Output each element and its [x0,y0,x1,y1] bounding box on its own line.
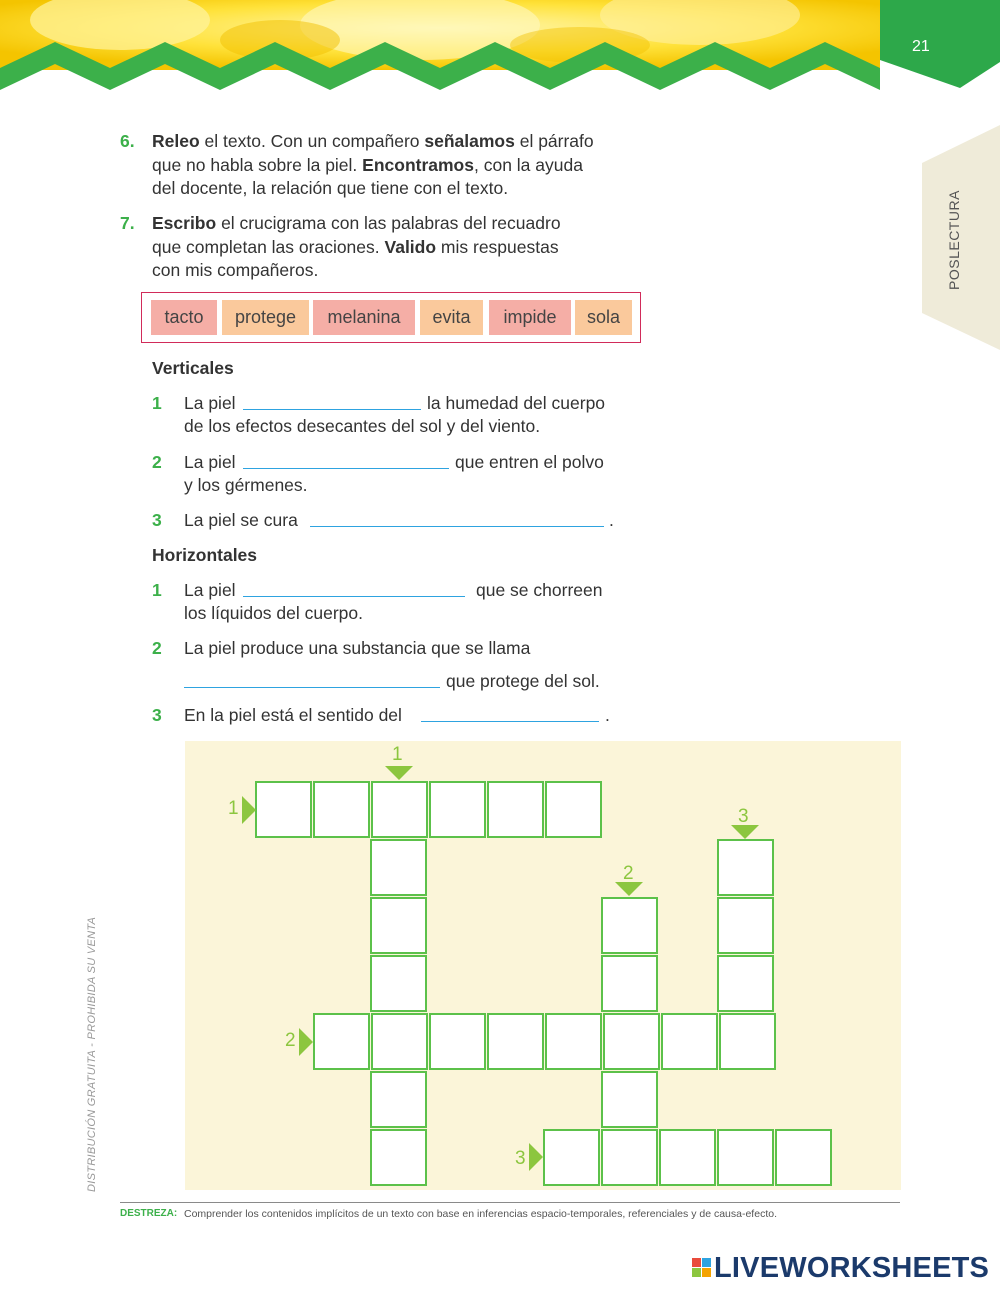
horizontales-heading: Horizontales [152,545,258,565]
clue-text: La piel [184,452,236,472]
instruction-text [152,212,652,283]
brand-name: LIVEWORKSHEETS [714,1252,990,1284]
clue-text: . [605,705,610,725]
clue-number: 1 [152,580,162,600]
arrow-right-icon [242,796,256,824]
answer-blank-v1[interactable] [243,409,421,410]
instruction-line [152,259,652,283]
answer-blank-h1[interactable] [243,596,465,597]
clue-text: La piel [184,393,236,413]
answer-blank-h2[interactable] [184,687,440,688]
clue-text: la humedad del cuerpo [427,393,606,413]
crossword-cell-v1[interactable] [370,1071,427,1128]
clue-text: que protege del sol. [446,671,600,691]
word-protege: protege [222,300,309,335]
instruction-line [152,130,652,154]
instruction-line [152,177,652,201]
clue-number: 1 [152,393,162,413]
crossword-cell-h3[interactable] [775,1129,832,1186]
answer-blank-v3[interactable] [310,526,604,527]
crossword-cell-h3[interactable] [717,1129,774,1186]
crossword-label-v2: 2 [623,863,634,884]
crossword-cell-h1[interactable] [545,781,602,838]
clue-text: de los efectos desecantes del sol y del viento. [184,416,541,436]
verticales-heading: Verticales [152,358,234,378]
instruction-keyword: Releo [152,131,200,151]
crossword-cell-h1[interactable] [313,781,370,838]
header-banner [0,0,1000,100]
word-bank [141,292,641,343]
destreza-label: DESTREZA: [120,1208,178,1219]
word-impide: impide [489,300,571,335]
instruction-fragment: el texto. Con un compañero [199,131,425,151]
instruction-text [152,130,652,201]
instruction-fragment: el párrafo [514,131,594,151]
arrow-down-icon [731,825,759,839]
arrow-right-icon [529,1143,543,1171]
crossword-cell-h1[interactable] [255,781,312,838]
crossword-cell-h3[interactable] [543,1129,600,1186]
crossword-cell-v1[interactable] [370,839,427,896]
instruction-line [152,236,652,260]
clue-number: 2 [152,452,162,472]
logo-square-icon [692,1268,701,1277]
footer-divider [120,1202,900,1203]
crossword-cell-v3[interactable] [717,897,774,954]
crossword-cell-v2[interactable] [601,897,658,954]
instruction-fragment: que no habla sobre la piel. [152,154,363,175]
crossword-label-v3: 3 [738,806,749,827]
clue-number: 2 [152,638,162,658]
instruction-fragment: , con la ayuda [473,154,583,175]
logo-square-icon [692,1258,701,1267]
instruction-keyword: Escribo [152,213,217,233]
crossword-cell-h2[interactable] [719,1013,776,1070]
crossword-cell-h2[interactable] [313,1013,370,1070]
instruction-fragment: del docente, la relación que tiene con el texto. [152,178,509,198]
clue-text: La piel produce una substancia que se llama [184,638,531,658]
instruction-line [152,154,652,178]
instruction-number: 6. [120,131,135,151]
instruction-line [152,212,652,236]
word-sola: sola [575,300,632,335]
instruction-keyword: señalamos [424,131,515,151]
logo-square-icon [702,1258,711,1267]
distribution-note: DISTRIBUCIÓN GRATUITA - PROHIBIDA SU VENTA [86,916,98,1192]
clue-text: En la piel está el sentido del [184,705,402,725]
instruction-number: 7. [120,213,135,233]
clue-text: . [609,510,614,530]
section-tab-label: POSLECTURA [946,190,962,290]
crossword-cell-v2[interactable] [601,1071,658,1128]
crossword-cell-h1[interactable] [487,781,544,838]
destreza-text: Comprender los contenidos implícitos de un texto con base en inferencias espacio-temporales, referenciales y de causa-efecto. [184,1208,777,1220]
clue-text: y los gérmenes. [184,475,308,495]
clue-text: que se chorreen [476,580,603,600]
instruction-keyword: Encontramos [362,154,474,175]
instruction-fragment: que completan las oraciones. [152,236,385,257]
instruction-fragment: mis respuestas [436,236,559,257]
logo-square-icon [702,1268,711,1277]
clue-number: 3 [152,510,162,530]
crossword-cell-h2[interactable] [487,1013,544,1070]
crossword-cell-v1[interactable] [370,955,427,1012]
clue-text: que entren el polvo [455,452,604,472]
crossword-cell-h2[interactable] [603,1013,660,1070]
header-artwork [0,0,1000,100]
crossword-cell-h2[interactable] [371,1013,428,1070]
clue-text: los líquidos del cuerpo. [184,603,363,623]
crossword-label-h1: 1 [228,798,239,819]
crossword-cell-h2[interactable] [545,1013,602,1070]
page-number: 21 [912,38,930,55]
arrow-down-icon [385,766,413,780]
crossword-cell-v1[interactable] [370,1129,427,1186]
instruction-fragment: el crucigrama con las palabras del recuadro [216,213,561,233]
instruction-keyword: Valido [384,236,437,257]
crossword-label-v1: 1 [392,744,403,765]
word-melanina: melanina [313,300,415,335]
answer-blank-v2[interactable] [243,468,449,469]
clue-number: 3 [152,705,162,725]
crossword-cell-h1[interactable] [371,781,428,838]
crossword-cell-h3[interactable] [659,1129,716,1186]
arrow-down-icon [615,882,643,896]
crossword-cell-v3[interactable] [717,955,774,1012]
arrow-right-icon [299,1028,313,1056]
crossword-cell-h1[interactable] [429,781,486,838]
word-evita: evita [420,300,483,335]
clue-text: La piel se cura [184,510,298,530]
crossword-cell-v2[interactable] [601,955,658,1012]
word-tacto: tacto [151,300,217,335]
crossword-label-h3: 3 [515,1148,526,1169]
crossword-cell-h2[interactable] [661,1013,718,1070]
crossword-cell-v1[interactable] [370,897,427,954]
clue-text: La piel [184,580,236,600]
instruction-fragment: con mis compañeros. [152,260,319,280]
crossword-label-h2: 2 [285,1030,296,1051]
answer-blank-h3[interactable] [421,721,599,722]
crossword-cell-h2[interactable] [429,1013,486,1070]
crossword-cell-v3[interactable] [717,839,774,896]
crossword-cell-h3[interactable] [601,1129,658,1186]
